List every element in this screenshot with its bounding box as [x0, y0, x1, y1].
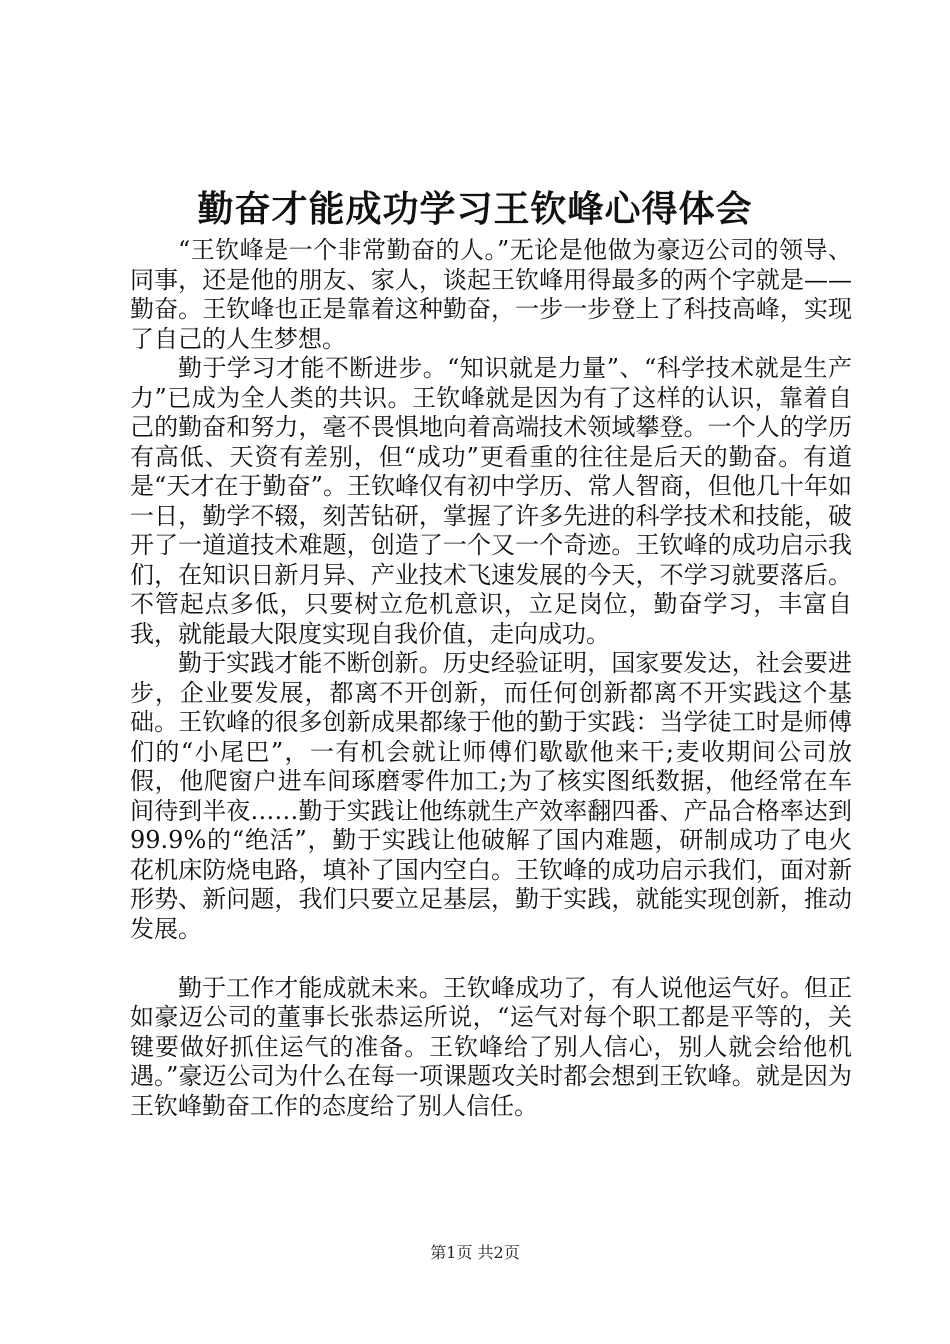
paragraph-study: 勤于学习才能不断进步。“知识就是力量”、“科学技术就是生产力”已成为全人类的共识。王钦峰就是因为有了这样的认识，靠着自己的勤奋和努力，毫不畏惧地向着高端技术领域攀登。一个人的学历有高低、天资有差别，但“成功”更看重的往往是后天的勤奋。有道是“天才在于勤奋”。王钦峰仅有初中学历、常人智商，但他几十年如一日，勤学不辍，刻苦钻研，掌握了许多先进的科学技术和技能，破开了一道道技术难题，创造了一个又一个奇迹。王钦峰的成功启示我们，在知识日新月异、产业技术飞速发展的今天，不学习就要落后。不管起点多低，只要树立危机意识，立足岗位，勤奋学习，丰富自我，就能最大限度实现自我价值，走向成功。 — [130, 354, 852, 648]
page-number-footer: 第1页 共2页 — [430, 1243, 520, 1262]
document-body — [130, 236, 852, 1121]
paragraph-intro: “王钦峰是一个非常勤奋的人。”无论是他做为豪迈公司的领导、同事，还是他的朋友、家人，谈起王钦峰用得最多的两个字就是——勤奋。王钦峰也正是靠着这种勤奋，一步一步登上了科技高峰，实现了自己的人生梦想。 — [130, 236, 852, 353]
paragraph-work: 勤于工作才能成就未来。王钦峰成功了，有人说他运气好。但正如豪迈公司的董事长张恭运所说，“运气对每个职工都是平等的，关键要做好抓住运气的准备。王钦峰给了别人信心，别人就会给他机遇。”豪迈公司为什么在每一项课题攻关时都会想到王钦峰。就是因为王钦峰勤奋工作的态度给了别人信任。 — [130, 973, 852, 1120]
paragraph-practice: 勤于实践才能不断创新。历史经验证明，国家要发达，社会要进步，企业要发展，都离不开创新，而任何创新都离不开实践这个基础。王钦峰的很多创新成果都缘于他的勤于实践：当学徒工时是师傅们的“小尾巴”，一有机会就让师傅们歇歇他来干;麦收期间公司放假，他爬窗户进车间琢磨零件加工;为了核实图纸数据，他经常在车间待到半夜……勤于实践让他练就生产效率翻四番、产品合格率达到99.9%的“绝活”，勤于实践让他破解了国内难题，研制成功了电火花机床防烧电路，填补了国内空白。王钦峰的成功启示我们，面对新形势、新问题，我们只要立足基层，勤于实践，就能实现创新，推动发展。 — [130, 649, 852, 943]
page-title: 勤奋才能成功学习王钦峰心得体会 — [197, 188, 753, 230]
